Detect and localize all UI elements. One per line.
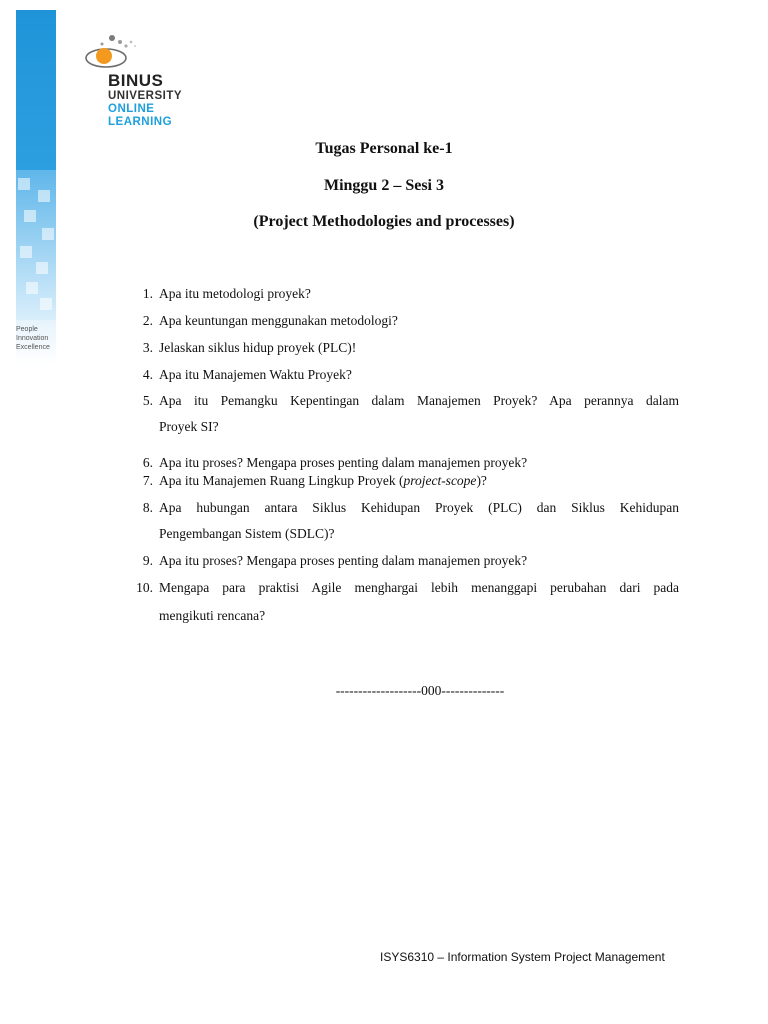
question-number: 5. <box>142 393 153 408</box>
tagline-people: People <box>16 326 38 333</box>
document-week: Minggu 2 – Sesi 3 <box>323 177 444 194</box>
question-text: Apa itu Pemangku Kepentingan dalam Manajemen Proyek? Apa perannya dalam <box>159 393 679 408</box>
end-separator: -------------------000-------------- <box>335 683 505 698</box>
question-text: Apa itu proses? Mengapa proses penting dalam manajemen proyek? <box>159 553 528 568</box>
question-number: 6. <box>142 455 153 470</box>
question-number: 1. <box>142 286 153 301</box>
question-text: Apa itu metodologi proyek? <box>159 286 311 301</box>
footer-course: ISYS6310 – Information System Project Management <box>380 950 665 964</box>
question-text <box>159 470 679 492</box>
question-text: Apa itu Manajemen Waktu Proyek? <box>159 367 352 382</box>
question-number: 9. <box>142 553 153 568</box>
logo-binus: BINUS <box>108 71 164 90</box>
question-text-continued: Pengembangan Sistem (SDLC)? <box>159 526 335 541</box>
question-text: Apa hubungan antara Siklus Kehidupan Proyek (PLC) dan Siklus Kehidupan <box>159 500 679 515</box>
binus-logo-text <box>108 72 182 129</box>
binus-logo <box>74 30 194 140</box>
question-number: 3. <box>142 340 153 355</box>
question-text-continued: mengikuti rencana? <box>159 608 266 623</box>
question-number: 4. <box>142 367 153 382</box>
tagline <box>16 325 50 352</box>
question-text-part: Apa itu Manajemen Ruang Lingkup Proyek ( <box>159 473 404 488</box>
question-number: 2. <box>142 313 153 328</box>
document-topic: (Project Methodologies and processes) <box>253 213 515 230</box>
tagline-innovation: Innovation <box>16 335 49 342</box>
question-number: 8. <box>142 500 153 515</box>
question-text-continued: Proyek SI? <box>159 419 219 434</box>
question-text-emphasis: project-scope <box>403 473 477 488</box>
logo-university: UNIVERSITY <box>108 90 183 102</box>
question-text: Apa keuntungan menggunakan metodologi? <box>159 313 398 328</box>
question-text-part: )? <box>476 473 487 488</box>
document-title: Tugas Personal ke-1 <box>315 140 453 157</box>
logo-learning: LEARNING <box>108 116 173 128</box>
question-text: Apa itu proses? Mengapa proses penting dalam manajemen proyek? <box>159 455 528 470</box>
question-text: Jelaskan siklus hidup proyek (PLC)! <box>159 340 357 355</box>
question-text: Mengapa para praktisi Agile menghargai lebih menanggapi perubahan dari pada <box>159 580 679 595</box>
question-number: 7. <box>142 473 153 488</box>
tagline-excellence: Excellence <box>16 344 50 351</box>
logo-online: ONLINE <box>108 103 155 115</box>
binus-logo-icon <box>82 30 142 72</box>
question-number: 10. <box>136 580 153 595</box>
